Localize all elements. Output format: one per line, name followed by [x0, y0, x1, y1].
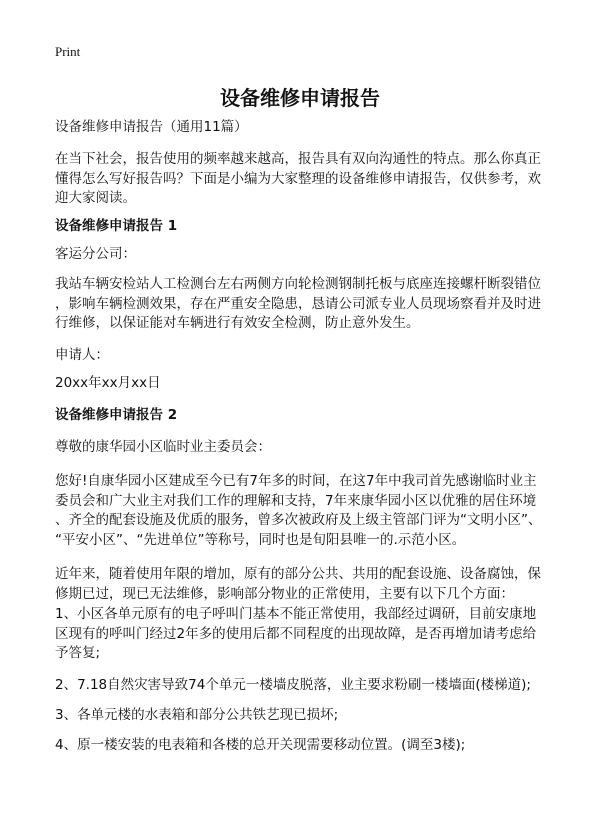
text-line: 近年来，随着使用年限的增加，原有的部分公共、共用的配套设施、设备腐蚀，保	[55, 566, 541, 582]
text-line: 懂得怎么写好报告吗？下面是小编为大家整理的设备维修申请报告，仅供参考，欢	[55, 170, 541, 187]
report1-salutation: 客运分公司：	[55, 246, 136, 262]
text-line: “平安小区”、“先进单位”等称号，同时也是旬阳县唯一的.示范小区。	[55, 531, 466, 548]
text-line: ，影响车辆检测效果，存在严重安全隐患，恳请公司派专业人员现场察看并及时进	[55, 295, 541, 312]
print-link[interactable]: Print	[55, 44, 81, 59]
report2-item1	[55, 605, 555, 664]
report2-heading: 设备维修申请报告 2	[55, 407, 178, 423]
text-line: 1、小区各单元原有的电子呼叫门基本不能正常使用，我部经过调研，目前安康地	[55, 606, 537, 622]
text-line: 区现有的呼叫门经过2年多的使用后都不同程度的出现故障，是否再增加请考虑给	[55, 625, 537, 642]
text-line: 修期已过，现已无法维修，影响部分物业的正常使用，主要有以下几个方面：	[55, 585, 514, 602]
text-line: 、齐全的配套设施及优质的服务，曾多次被政府及上级主管部门评为“文明小区”、	[55, 512, 542, 529]
report2-salutation: 尊敬的康华园小区临时业主委员会：	[55, 439, 271, 455]
report2-body1	[55, 472, 555, 550]
report1-applicant: 申请人：	[55, 347, 109, 363]
report1-heading: 设备维修申请报告 1	[55, 218, 178, 234]
text-line: 在当下社会，报告使用的频率越来越高，报告具有双向沟通性的特点。那么你真正	[55, 151, 541, 167]
report2-body2	[55, 565, 555, 604]
text-line: 我站车辆安检站人工检测台左右两侧方向轮检测钢制托板与底座连接螺杆断裂错位	[55, 276, 541, 292]
page-title: 设备维修申请报告	[220, 86, 380, 110]
report2-item3: 3、各单元楼的水表箱和部分公共铁艺现已损坏;	[55, 707, 339, 723]
report1-date: 20xx年xx月xx日	[55, 375, 161, 391]
report2-item4: 4、原一楼安装的电表箱和各楼的总开关现需要移动位置。(调至3楼);	[55, 737, 466, 753]
text-line: 委员会和广大业主对我们工作的理解和支持，7年来康华园小区以优雅的居住环境	[55, 492, 537, 509]
text-line: 您好!自康华园小区建成至今已有7年多的时间，在这7年中我司首先感谢临时业主	[55, 473, 537, 489]
subtitle: 设备维修申请报告（通用11篇）	[55, 119, 248, 135]
report1-body	[55, 275, 555, 334]
text-line: 迎大家阅读。	[55, 190, 136, 207]
intro-paragraph	[55, 150, 555, 209]
text-line: 予答复;	[55, 645, 101, 662]
text-line: 行维修，以保证能对车辆进行有效安全检测，防止意外发生。	[55, 315, 420, 332]
report2-item2: 2、7.18自然灾害导致74个单元一楼墙皮脱落，业主要求粉刷一楼墙面(楼梯道);	[55, 677, 531, 693]
